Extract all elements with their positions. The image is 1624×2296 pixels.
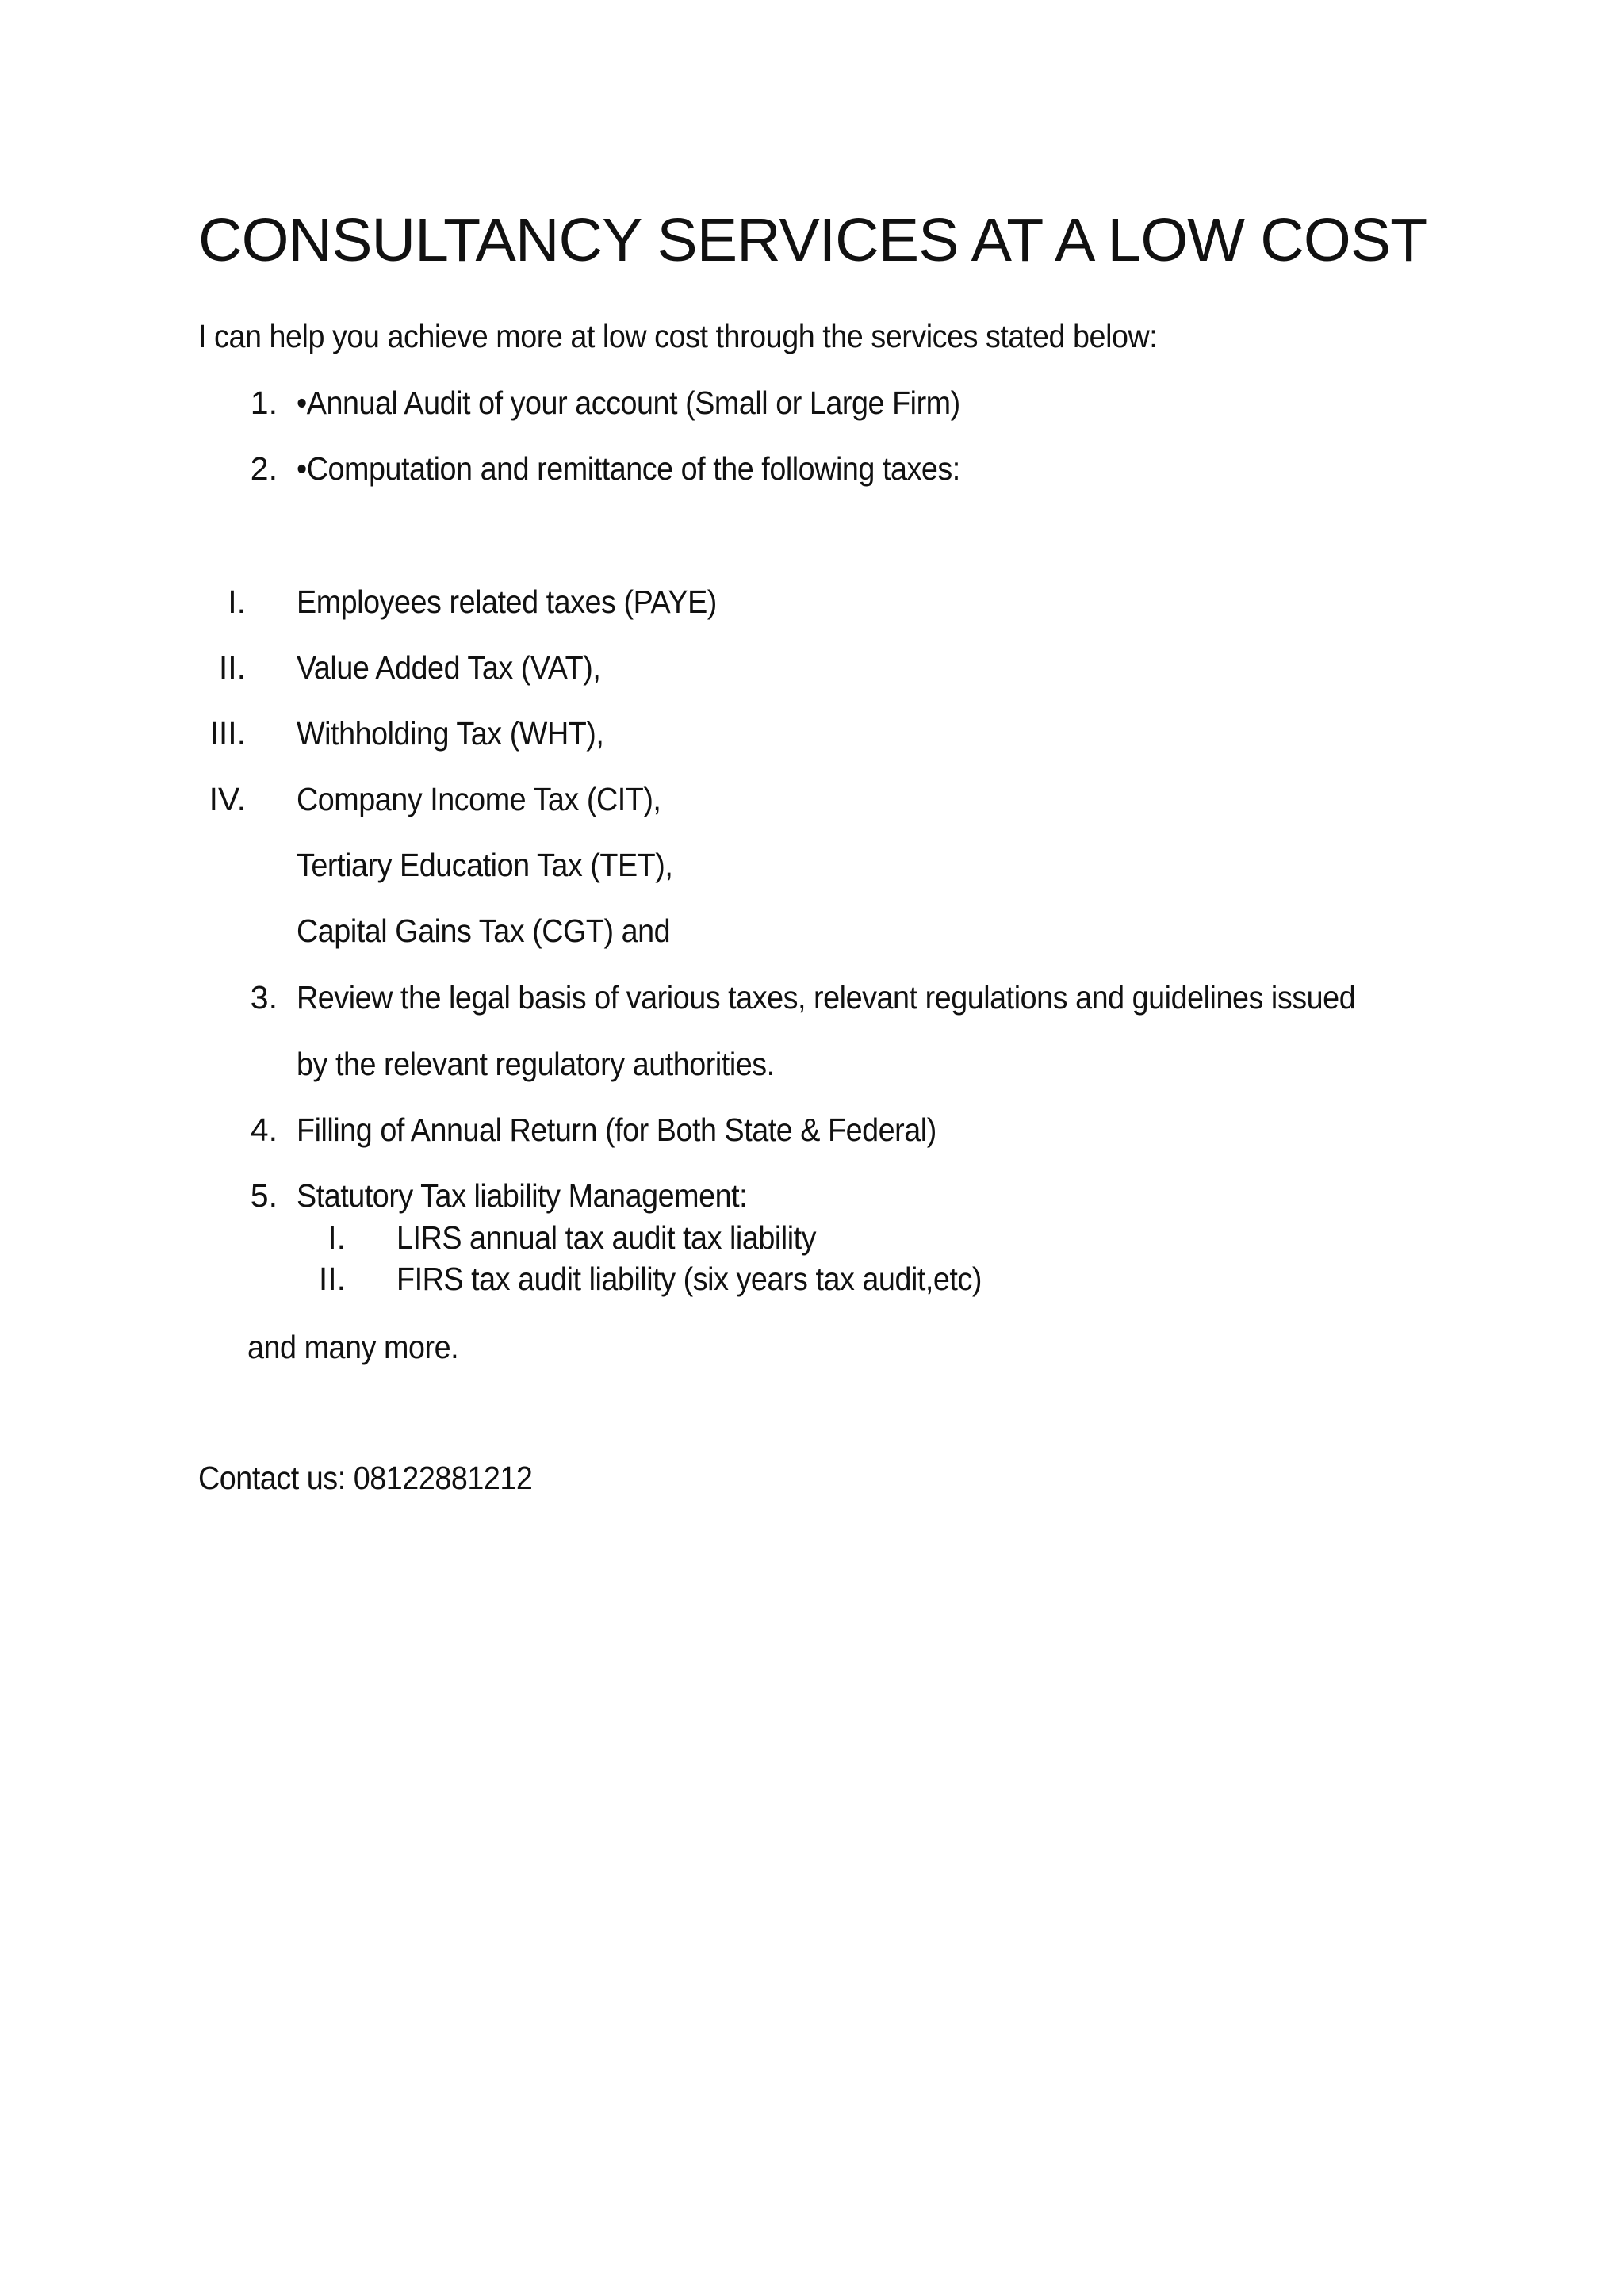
list-item-number: 3. [250, 979, 278, 1016]
page-title: CONSULTANCY SERVICES AT A LOW COST [198, 206, 1427, 274]
list-item: Statutory Tax liability Management: [297, 1177, 748, 1214]
contact-text: Contact us: 08122881212 [198, 1460, 533, 1496]
sublist-item: Employees related taxes (PAYE) [297, 584, 717, 620]
sublist-item: Company Income Tax (CIT), [297, 781, 661, 817]
list-item-number: 5. [250, 1177, 278, 1214]
sublist-item: LIRS annual tax audit tax liability [396, 1219, 817, 1256]
list-item-continuation: by the relevant regulatory authorities. [297, 1046, 775, 1082]
list-item-number: 4. [250, 1112, 278, 1148]
sublist-item-number: II. [218, 649, 246, 686]
list-item: Review the legal basis of various taxes, relevant regulations and guidelines issued [297, 979, 1356, 1016]
list-item: Filling of Annual Return (for Both State & Federal) [297, 1112, 936, 1148]
sublist-item: Withholding Tax (WHT), [297, 715, 604, 752]
list-item-number: 1. [250, 385, 278, 421]
list-item: •Annual Audit of your account (Small or Large Firm) [297, 385, 960, 421]
sublist-item-number: I. [228, 584, 246, 620]
closing-text: and many more. [247, 1329, 459, 1365]
sublist-item-number: IV. [209, 781, 246, 817]
sublist-item: Capital Gains Tax (CGT) and [297, 913, 671, 949]
sublist-item: Value Added Tax (VAT), [297, 649, 601, 686]
list-item-number: 2. [250, 450, 278, 487]
intro-text: I can help you achieve more at low cost through the services stated below: [198, 318, 1158, 354]
sublist-item: FIRS tax audit liability (six years tax audit,etc) [396, 1261, 982, 1297]
list-item: •Computation and remittance of the following taxes: [297, 450, 960, 487]
sublist-item: Tertiary Education Tax (TET), [297, 847, 673, 883]
sublist-item-number: I. [327, 1219, 346, 1256]
sublist-item-number: II. [318, 1261, 346, 1297]
sublist-item-number: III. [209, 715, 246, 752]
